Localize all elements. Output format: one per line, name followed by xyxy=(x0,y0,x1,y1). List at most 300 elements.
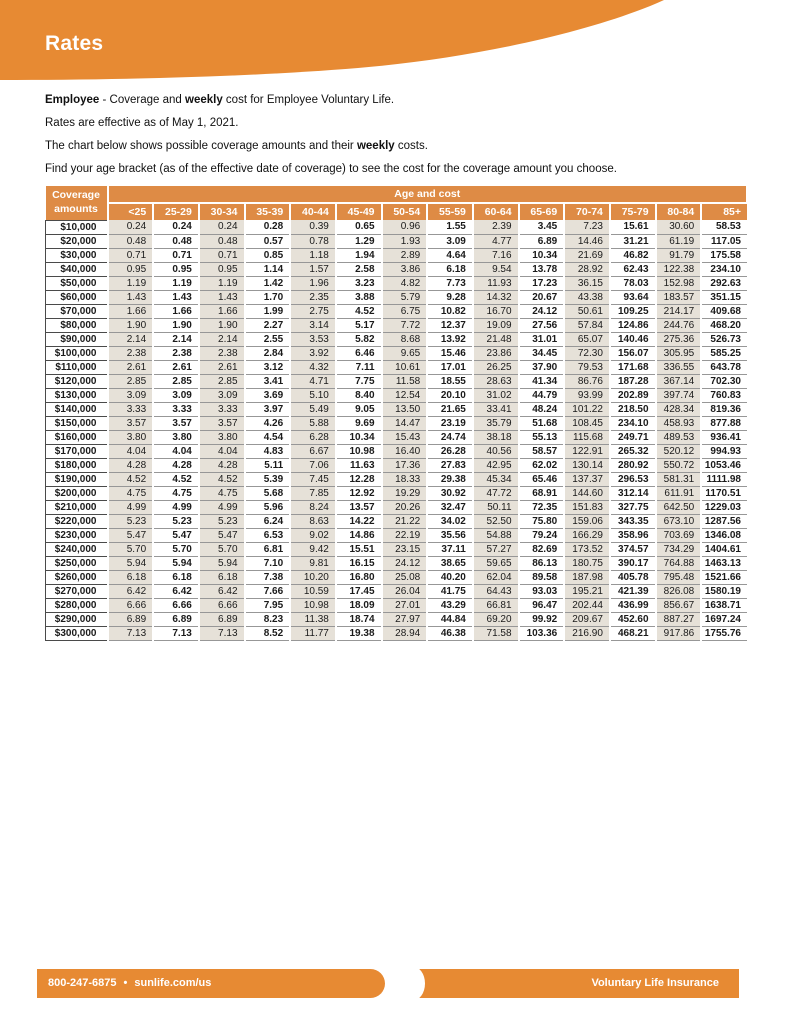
rate-cell: 117.05 xyxy=(701,234,747,248)
rate-cell: 305.95 xyxy=(656,346,702,360)
coverage-amount-cell: $180,000 xyxy=(46,458,108,472)
rate-cell: 29.38 xyxy=(427,472,473,486)
rate-cell: 27.83 xyxy=(427,458,473,472)
rate-cell: 7.06 xyxy=(290,458,336,472)
rate-cell: 6.66 xyxy=(108,598,154,612)
rate-cell: 152.98 xyxy=(656,276,702,290)
rate-cell: 3.57 xyxy=(153,416,199,430)
intro-line-3-start: The chart below shows possible coverage amounts and their xyxy=(45,140,357,152)
rate-cell: 1.43 xyxy=(153,290,199,304)
rate-cell: 31.01 xyxy=(519,332,565,346)
rate-cell: 1.66 xyxy=(153,304,199,318)
rate-cell: 3.09 xyxy=(108,388,154,402)
rate-cell: 96.47 xyxy=(519,598,565,612)
rate-cell: 122.38 xyxy=(656,262,702,276)
rate-cell: 62.43 xyxy=(610,262,656,276)
rate-cell: 17.36 xyxy=(382,458,428,472)
age-column-header: 65-69 xyxy=(519,203,565,220)
contact-bar xyxy=(37,969,385,998)
rate-cell: 5.82 xyxy=(336,332,382,346)
rate-cell: 2.85 xyxy=(108,374,154,388)
rate-cell: 43.38 xyxy=(564,290,610,304)
table-row xyxy=(46,528,748,542)
table-row xyxy=(46,584,748,598)
rate-cell: 581.31 xyxy=(656,472,702,486)
rate-cell: 71.58 xyxy=(473,626,519,640)
rate-cell: 611.91 xyxy=(656,486,702,500)
coverage-amount-cell: $90,000 xyxy=(46,332,108,346)
rate-cell: 9.81 xyxy=(290,556,336,570)
rate-cell: 936.41 xyxy=(701,430,747,444)
coverage-amount-cell: $280,000 xyxy=(46,598,108,612)
rate-cell: 1.19 xyxy=(199,276,245,290)
rate-cell: 405.78 xyxy=(610,570,656,584)
rate-cell: 12.92 xyxy=(336,486,382,500)
table-row xyxy=(46,416,748,430)
rate-cell: 760.83 xyxy=(701,388,747,402)
rate-cell: 1521.66 xyxy=(701,570,747,584)
rate-cell: 4.82 xyxy=(382,276,428,290)
rate-cell: 994.93 xyxy=(701,444,747,458)
rate-cell: 4.75 xyxy=(199,486,245,500)
intro-line-1-end: cost for Employee Voluntary Life. xyxy=(222,94,395,106)
rate-cell: 93.03 xyxy=(519,584,565,598)
rate-cell: 10.98 xyxy=(336,444,382,458)
rate-cell: 6.66 xyxy=(199,598,245,612)
rate-cell: 1404.61 xyxy=(701,542,747,556)
rate-cell: 180.75 xyxy=(564,556,610,570)
age-column-header: 80-84 xyxy=(656,203,702,220)
rate-cell: 13.57 xyxy=(336,500,382,514)
rate-cell: 2.61 xyxy=(153,360,199,374)
rate-cell: 3.86 xyxy=(382,262,428,276)
rate-cell: 23.15 xyxy=(382,542,428,556)
rate-cell: 21.22 xyxy=(382,514,428,528)
rate-cell: 7.66 xyxy=(245,584,291,598)
table-row xyxy=(46,430,748,444)
rate-cell: 55.13 xyxy=(519,430,565,444)
rate-cell: 0.65 xyxy=(336,220,382,234)
rate-cell: 4.71 xyxy=(290,374,336,388)
rate-cell: 1229.03 xyxy=(701,500,747,514)
rate-cell: 4.52 xyxy=(108,472,154,486)
rate-cell: 4.83 xyxy=(245,444,291,458)
rate-cell: 52.50 xyxy=(473,514,519,528)
rate-cell: 151.83 xyxy=(564,500,610,514)
rate-cell: 4.54 xyxy=(245,430,291,444)
rate-cell: 520.12 xyxy=(656,444,702,458)
rate-cell: 6.89 xyxy=(519,234,565,248)
rate-cell: 409.68 xyxy=(701,304,747,318)
rate-cell: 171.68 xyxy=(610,360,656,374)
rate-cell: 1111.98 xyxy=(701,472,747,486)
rate-cell: 1638.71 xyxy=(701,598,747,612)
rate-cell: 1.94 xyxy=(336,248,382,262)
rate-cell: 6.18 xyxy=(153,570,199,584)
rate-cell: 61.19 xyxy=(656,234,702,248)
rate-cell: 18.33 xyxy=(382,472,428,486)
rate-cell: 15.46 xyxy=(427,346,473,360)
rate-cell: 26.04 xyxy=(382,584,428,598)
rate-cell: 41.34 xyxy=(519,374,565,388)
rate-cell: 19.38 xyxy=(336,626,382,640)
rate-cell: 1.70 xyxy=(245,290,291,304)
rate-cell: 4.04 xyxy=(108,444,154,458)
rate-cell: 109.25 xyxy=(610,304,656,318)
rate-cell: 0.57 xyxy=(245,234,291,248)
rate-cell: 6.18 xyxy=(199,570,245,584)
rate-cell: 69.20 xyxy=(473,612,519,626)
rate-cell: 209.67 xyxy=(564,612,610,626)
rate-cell: 6.89 xyxy=(199,612,245,626)
age-column-header: 45-49 xyxy=(336,203,382,220)
rate-cell: 7.73 xyxy=(427,276,473,290)
rate-cell: 32.47 xyxy=(427,500,473,514)
rate-cell: 1.90 xyxy=(108,318,154,332)
age-column-header: 30-34 xyxy=(199,203,245,220)
rate-cell: 5.47 xyxy=(199,528,245,542)
rate-cell: 2.38 xyxy=(199,346,245,360)
website-link: sunlife.com/us xyxy=(134,977,212,989)
rate-cell: 103.36 xyxy=(519,626,565,640)
rate-cell: 54.88 xyxy=(473,528,519,542)
banner-swoosh xyxy=(0,0,791,84)
rate-cell: 37.90 xyxy=(519,360,565,374)
rate-cell: 159.06 xyxy=(564,514,610,528)
rate-cell: 43.29 xyxy=(427,598,473,612)
rate-cell: 68.91 xyxy=(519,486,565,500)
rate-cell: 79.24 xyxy=(519,528,565,542)
rate-cell: 66.81 xyxy=(473,598,519,612)
rate-cell: 24.12 xyxy=(519,304,565,318)
rate-cell: 28.94 xyxy=(382,626,428,640)
rate-cell: 20.67 xyxy=(519,290,565,304)
rate-cell: 4.26 xyxy=(245,416,291,430)
rate-cell: 64.43 xyxy=(473,584,519,598)
rate-cell: 4.04 xyxy=(199,444,245,458)
rate-cell: 4.75 xyxy=(153,486,199,500)
rate-cell: 9.42 xyxy=(290,542,336,556)
rate-cell: 5.10 xyxy=(290,388,336,402)
rate-cell: 2.35 xyxy=(290,290,336,304)
rate-cell: 27.56 xyxy=(519,318,565,332)
rates-table-header xyxy=(46,186,748,220)
intro-line-2: Rates are effective as of May 1, 2021. xyxy=(45,117,239,129)
rate-cell: 296.53 xyxy=(610,472,656,486)
rate-cell: 3.88 xyxy=(336,290,382,304)
coverage-amount-cell: $240,000 xyxy=(46,542,108,556)
table-row xyxy=(46,374,748,388)
rate-cell: 79.53 xyxy=(564,360,610,374)
rate-cell: 0.71 xyxy=(108,248,154,262)
rate-cell: 280.92 xyxy=(610,458,656,472)
rate-cell: 31.21 xyxy=(610,234,656,248)
rate-cell: 0.39 xyxy=(290,220,336,234)
rate-cell: 4.28 xyxy=(108,458,154,472)
table-row xyxy=(46,472,748,486)
rate-cell: 0.71 xyxy=(153,248,199,262)
rate-cell: 8.40 xyxy=(336,388,382,402)
coverage-amount-cell: $120,000 xyxy=(46,374,108,388)
product-name: Voluntary Life Insurance xyxy=(591,977,719,989)
rate-cell: 58.57 xyxy=(519,444,565,458)
rate-cell: 234.10 xyxy=(701,262,747,276)
rate-cell: 14.86 xyxy=(336,528,382,542)
rate-cell: 14.22 xyxy=(336,514,382,528)
rate-cell: 9.65 xyxy=(382,346,428,360)
rate-cell: 187.98 xyxy=(564,570,610,584)
intro-line-1 xyxy=(45,93,755,107)
rate-cell: 115.68 xyxy=(564,430,610,444)
rate-cell: 0.95 xyxy=(108,262,154,276)
rate-cell: 6.42 xyxy=(108,584,154,598)
rate-cell: 7.38 xyxy=(245,570,291,584)
table-row xyxy=(46,486,748,500)
rate-cell: 1463.13 xyxy=(701,556,747,570)
rate-cell: 5.94 xyxy=(199,556,245,570)
age-column-header: 35-39 xyxy=(245,203,291,220)
rate-cell: 374.57 xyxy=(610,542,656,556)
table-row xyxy=(46,318,748,332)
rate-cell: 917.86 xyxy=(656,626,702,640)
rate-cell: 25.08 xyxy=(382,570,428,584)
rate-cell: 14.47 xyxy=(382,416,428,430)
rate-cell: 30.60 xyxy=(656,220,702,234)
rate-cell: 4.77 xyxy=(473,234,519,248)
weekly-emphasis-1: weekly xyxy=(185,94,223,106)
table-row xyxy=(46,556,748,570)
rate-cell: 1.18 xyxy=(290,248,336,262)
rate-cell: 6.89 xyxy=(108,612,154,626)
rate-cell: 82.69 xyxy=(519,542,565,556)
rate-cell: 166.29 xyxy=(564,528,610,542)
rate-cell: 703.69 xyxy=(656,528,702,542)
intro-line-3 xyxy=(45,139,755,153)
rate-cell: 6.75 xyxy=(382,304,428,318)
age-column-header: <25 xyxy=(108,203,154,220)
rate-cell: 3.33 xyxy=(153,402,199,416)
rate-cell: 5.11 xyxy=(245,458,291,472)
rate-cell: 5.23 xyxy=(153,514,199,528)
rate-cell: 12.28 xyxy=(336,472,382,486)
rate-cell: 887.27 xyxy=(656,612,702,626)
rate-cell: 19.29 xyxy=(382,486,428,500)
rate-cell: 33.41 xyxy=(473,402,519,416)
rate-cell: 34.02 xyxy=(427,514,473,528)
rate-cell: 3.80 xyxy=(153,430,199,444)
rate-cell: 2.27 xyxy=(245,318,291,332)
rate-cell: 5.70 xyxy=(108,542,154,556)
age-column-header: 40-44 xyxy=(290,203,336,220)
rate-cell: 428.34 xyxy=(656,402,702,416)
age-and-cost-header: Age and cost xyxy=(108,186,748,203)
rate-cell: 12.37 xyxy=(427,318,473,332)
rate-cell: 7.95 xyxy=(245,598,291,612)
rate-cell: 452.60 xyxy=(610,612,656,626)
rate-cell: 28.92 xyxy=(564,262,610,276)
rate-cell: 3.23 xyxy=(336,276,382,290)
rate-cell: 2.61 xyxy=(108,360,154,374)
rate-cell: 3.80 xyxy=(108,430,154,444)
rate-cell: 421.39 xyxy=(610,584,656,598)
rate-cell: 1.55 xyxy=(427,220,473,234)
rate-cell: 6.42 xyxy=(153,584,199,598)
coverage-amount-cell: $130,000 xyxy=(46,388,108,402)
rate-cell: 1.99 xyxy=(245,304,291,318)
rate-cell: 2.39 xyxy=(473,220,519,234)
rate-cell: 5.96 xyxy=(245,500,291,514)
rate-cell: 3.92 xyxy=(290,346,336,360)
rate-cell: 5.70 xyxy=(153,542,199,556)
rate-cell: 27.01 xyxy=(382,598,428,612)
table-row xyxy=(46,262,748,276)
rate-cell: 5.79 xyxy=(382,290,428,304)
rate-cell: 93.99 xyxy=(564,388,610,402)
rate-cell: 51.68 xyxy=(519,416,565,430)
table-row xyxy=(46,360,748,374)
rate-cell: 6.81 xyxy=(245,542,291,556)
rate-cell: 702.30 xyxy=(701,374,747,388)
rate-cell: 1.29 xyxy=(336,234,382,248)
rate-cell: 26.25 xyxy=(473,360,519,374)
rate-cell: 292.63 xyxy=(701,276,747,290)
table-row xyxy=(46,388,748,402)
rate-cell: 72.35 xyxy=(519,500,565,514)
rate-cell: 1755.76 xyxy=(701,626,747,640)
rate-cell: 856.67 xyxy=(656,598,702,612)
rate-cell: 10.34 xyxy=(519,248,565,262)
age-column-header: 60-64 xyxy=(473,203,519,220)
rate-cell: 275.36 xyxy=(656,332,702,346)
table-row xyxy=(46,276,748,290)
rate-cell: 27.97 xyxy=(382,612,428,626)
table-row xyxy=(46,570,748,584)
rate-cell: 3.14 xyxy=(290,318,336,332)
rate-cell: 1.96 xyxy=(290,276,336,290)
rate-cell: 124.86 xyxy=(610,318,656,332)
rate-cell: 4.52 xyxy=(199,472,245,486)
coverage-amount-cell: $160,000 xyxy=(46,430,108,444)
rate-cell: 58.53 xyxy=(701,220,747,234)
rate-cell: 183.57 xyxy=(656,290,702,304)
coverage-amount-cell: $50,000 xyxy=(46,276,108,290)
rate-cell: 2.14 xyxy=(199,332,245,346)
rate-cell: 10.20 xyxy=(290,570,336,584)
rate-cell: 764.88 xyxy=(656,556,702,570)
rate-cell: 34.45 xyxy=(519,346,565,360)
rate-cell: 37.11 xyxy=(427,542,473,556)
rate-cell: 2.38 xyxy=(108,346,154,360)
rate-cell: 1.43 xyxy=(199,290,245,304)
page-footer xyxy=(0,969,791,998)
rate-cell: 1.43 xyxy=(108,290,154,304)
rate-cell: 6.24 xyxy=(245,514,291,528)
coverage-amount-cell: $270,000 xyxy=(46,584,108,598)
rate-cell: 44.84 xyxy=(427,612,473,626)
rate-cell: 397.74 xyxy=(656,388,702,402)
rate-cell: 351.15 xyxy=(701,290,747,304)
rate-cell: 0.48 xyxy=(108,234,154,248)
rate-cell: 3.80 xyxy=(199,430,245,444)
rate-cell: 7.13 xyxy=(199,626,245,640)
rate-cell: 3.33 xyxy=(108,402,154,416)
rate-cell: 244.76 xyxy=(656,318,702,332)
rate-cell: 2.84 xyxy=(245,346,291,360)
coverage-amount-cell: $300,000 xyxy=(46,626,108,640)
rate-cell: 5.49 xyxy=(290,402,336,416)
rate-cell: 4.52 xyxy=(153,472,199,486)
rate-cell: 6.89 xyxy=(153,612,199,626)
age-header-row xyxy=(46,203,748,220)
age-column-header: 70-74 xyxy=(564,203,610,220)
table-row xyxy=(46,402,748,416)
coverage-amount-cell: $70,000 xyxy=(46,304,108,318)
table-row xyxy=(46,234,748,248)
rate-cell: 2.14 xyxy=(153,332,199,346)
rate-cell: 156.07 xyxy=(610,346,656,360)
coverage-amount-cell: $210,000 xyxy=(46,500,108,514)
rate-cell: 93.64 xyxy=(610,290,656,304)
bullet-separator: • xyxy=(123,977,128,989)
rate-cell: 14.46 xyxy=(564,234,610,248)
rate-cell: 23.86 xyxy=(473,346,519,360)
coverage-amount-cell: $80,000 xyxy=(46,318,108,332)
age-column-header: 50-54 xyxy=(382,203,428,220)
rate-cell: 0.48 xyxy=(153,234,199,248)
rate-cell: 489.53 xyxy=(656,430,702,444)
rate-cell: 28.63 xyxy=(473,374,519,388)
rate-cell: 10.82 xyxy=(427,304,473,318)
rate-cell: 526.73 xyxy=(701,332,747,346)
rate-cell: 795.48 xyxy=(656,570,702,584)
table-row xyxy=(46,444,748,458)
rate-cell: 390.17 xyxy=(610,556,656,570)
rate-cell: 40.20 xyxy=(427,570,473,584)
rate-cell: 3.09 xyxy=(199,388,245,402)
rate-cell: 1697.24 xyxy=(701,612,747,626)
coverage-amount-cell: $260,000 xyxy=(46,570,108,584)
rate-cell: 3.57 xyxy=(108,416,154,430)
rate-cell: 7.75 xyxy=(336,374,382,388)
rate-cell: 4.99 xyxy=(108,500,154,514)
rate-cell: 2.38 xyxy=(153,346,199,360)
rate-cell: 10.61 xyxy=(382,360,428,374)
rate-cell: 175.58 xyxy=(701,248,747,262)
rate-cell: 5.70 xyxy=(199,542,245,556)
rate-cell: 35.56 xyxy=(427,528,473,542)
rate-cell: 4.04 xyxy=(153,444,199,458)
rate-cell: 3.09 xyxy=(153,388,199,402)
age-column-header: 55-59 xyxy=(427,203,473,220)
rate-cell: 673.10 xyxy=(656,514,702,528)
rate-cell: 21.69 xyxy=(564,248,610,262)
rate-cell: 0.78 xyxy=(290,234,336,248)
rate-cell: 1170.51 xyxy=(701,486,747,500)
rate-cell: 249.71 xyxy=(610,430,656,444)
rate-cell: 1.93 xyxy=(382,234,428,248)
rate-cell: 336.55 xyxy=(656,360,702,374)
rate-cell: 9.05 xyxy=(336,402,382,416)
rate-cell: 16.40 xyxy=(382,444,428,458)
rate-cell: 7.72 xyxy=(382,318,428,332)
rate-cell: 0.71 xyxy=(199,248,245,262)
rate-cell: 57.84 xyxy=(564,318,610,332)
rate-cell: 36.15 xyxy=(564,276,610,290)
rate-cell: 0.48 xyxy=(199,234,245,248)
age-column-header: 85+ xyxy=(701,203,747,220)
rate-cell: 643.78 xyxy=(701,360,747,374)
rate-cell: 48.24 xyxy=(519,402,565,416)
